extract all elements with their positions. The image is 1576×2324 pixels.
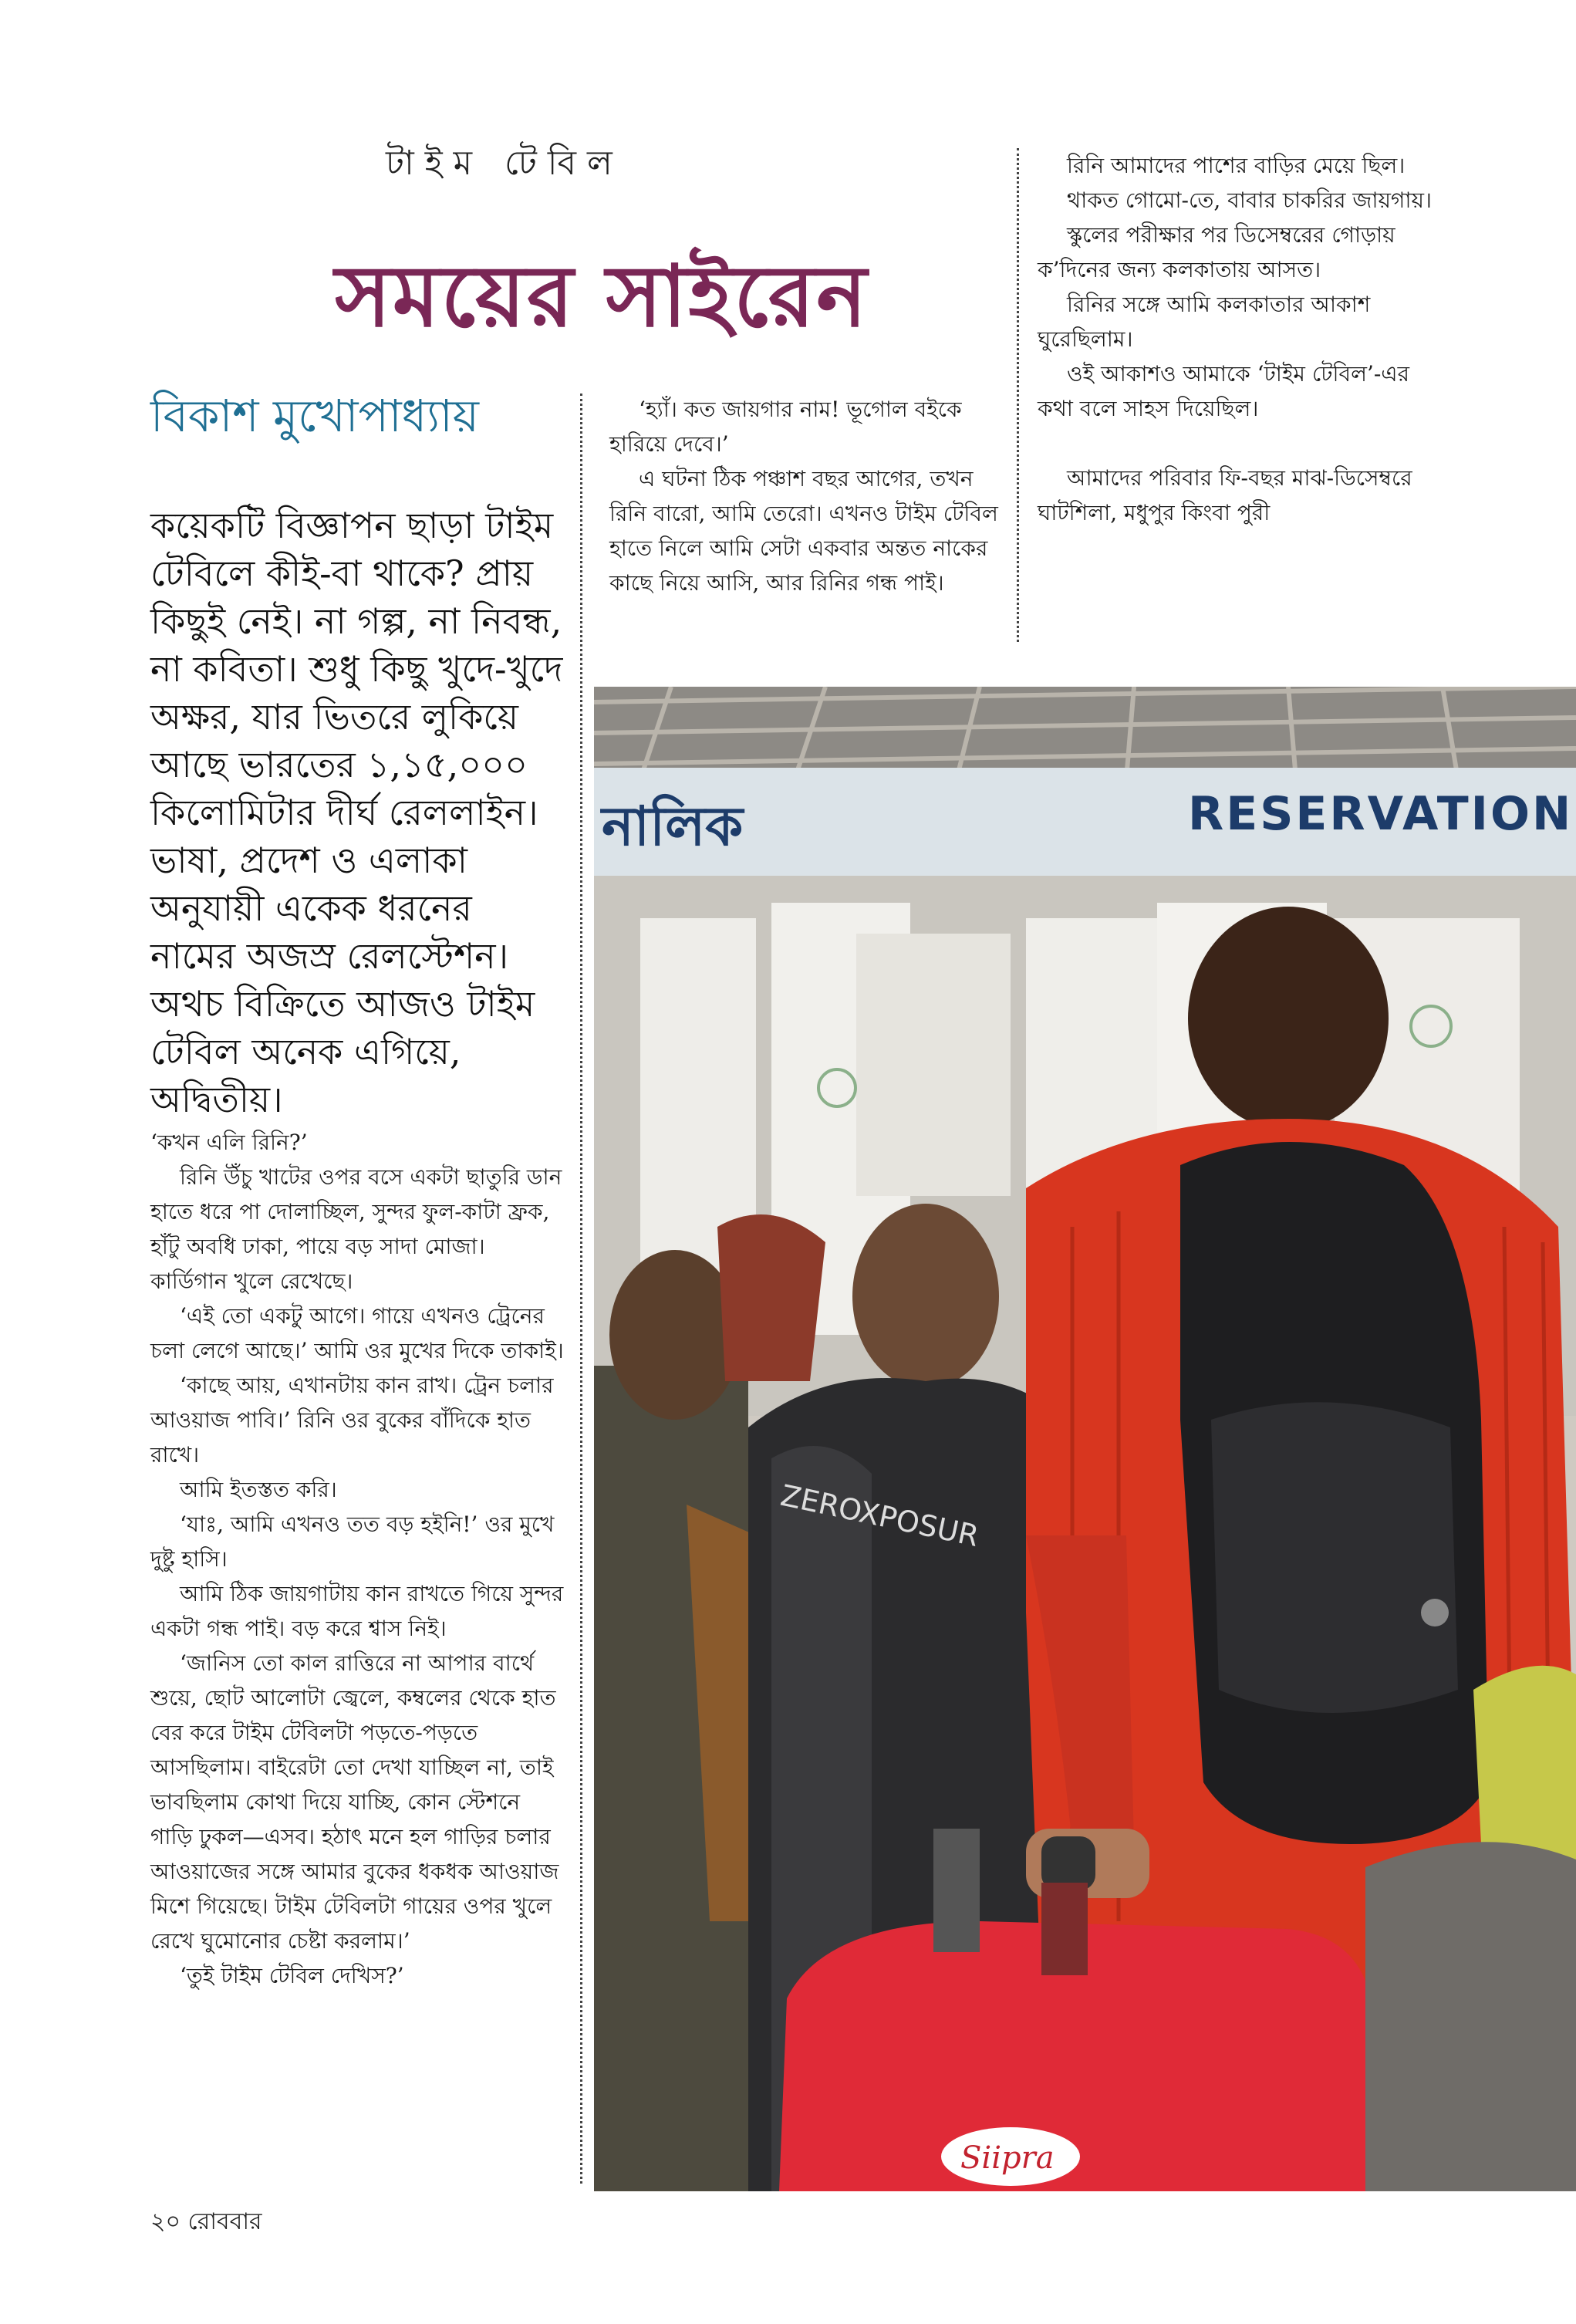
paragraph: থাকত গোমো-তে, বাবার চাকরির জায়গায়। (1067, 187, 1433, 213)
article-column-3 (1038, 148, 1443, 530)
page-footer: ২০ রোববার (150, 2208, 262, 2235)
paragraph: ‘হ্যাঁ। কত জায়গার নাম! ভূগোল বইকে হারিয়ে দেবে।’ (609, 397, 962, 457)
lead-paragraph: কয়েকটি বিজ্ঞাপন ছাড়া টাইম টেবিলে কীই-বা থাকে? প্রায় কিছুই নেই। না গল্প, না নিবন্ধ, না কবিতা। শুধু কিছু খুদে-খুদে অক্ষর, যার ভিতরে লুকিয়ে আছে ভারতের ১,১৫,০০০ কিলোমিটার দীর্ঘ রেললাইন। ভাষা, প্রদেশ ও এলাকা অনুযায়ী একেক ধরনের নামের অজস্র রেলস্টেশন। অথচ বিক্রিতে আজও টাইম টেবিল অনেক এগিয়ে, অদ্বিতীয়। (150, 505, 563, 1120)
station-photo (594, 687, 1576, 2191)
paragraph: রিনি আমাদের পাশের বাড়ির মেয়ে ছিল। (1067, 153, 1406, 178)
paragraph: রিনি উঁচু খাটের ওপর বসে একটা ছাতুরি ডান হাতে ধরে পা দোলাচ্ছিল, সুন্দর ফুল-কাটা ফ্রক, হাঁটু অবধি ঢাকা, পায়ে বড় সাদা মোজা। কার্ডিগান খুলে রেখেছে। (150, 1164, 562, 1294)
paragraph: ‘কখন এলি রিনি?’ (150, 1130, 308, 1155)
paragraph: স্কুলের পরীক্ষার পর ডিসেম্বরের গোড়ায় ক’দিনের জন্য কলকাতায় আসত। (1038, 222, 1395, 282)
paragraph: রিনির সঙ্গে আমি কলকাতার আকাশ ঘুরেছিলাম। (1038, 292, 1371, 352)
sign-reservation-text: RESERVATION (1188, 787, 1574, 841)
bag-brand-text: Siipra (960, 2140, 1055, 2176)
paragraph: আমাদের পরিবার ফি-বছর মাঝ-ডিসেম্বরে ঘাটশিলা, মধুপুর কিংবা পুরী (1038, 465, 1412, 525)
byline: বিকাশ মুখোপাধ্যায় (150, 390, 479, 442)
paragraph: আমি ঠিক জায়গাটায় কান রাখতে গিয়ে সুন্দর একটা গন্ধ পাই। বড় করে শ্বাস নিই। (150, 1581, 564, 1641)
paragraph: এ ঘটনা ঠিক পঞ্চাশ বছর আগের, তখন রিনি বারো, আমি তেরো। এখনও টাইম টেবিল হাতে নিলে আমি সেটা একবার অন্তত নাকের কাছে নিয়ে আসি, আর রিনির গন্ধ পাই। (609, 466, 998, 596)
paragraph: ‘কাছে আয়, এখানটায় কান রাখ। ট্রেন চলার আওয়াজ পাবি।’ রিনি ওর বুকের বাঁদিকে হাত রাখে। (150, 1373, 554, 1468)
sign-partial-text: নালিক (602, 795, 744, 858)
column-divider (1017, 148, 1019, 642)
article-column-2 (609, 392, 1011, 600)
jacket-text: ZEROXPOSUR (778, 1478, 982, 1554)
article-column-1 (150, 1125, 567, 1993)
paragraph: ওই আকাশও আমাকে ‘টাইম টেবিল’-এর কথা বলে সাহস দিয়েছিল। (1038, 361, 1410, 421)
section-label: টাইম টেবিল (386, 144, 623, 183)
paragraph: আমি ইতস্তত করি। (180, 1477, 337, 1502)
paragraph: ‘যাঃ, আমি এখনও তত বড় হইনি!’ ওর মুখে দুষ্টু হাসি। (150, 1512, 555, 1572)
column-divider (580, 394, 582, 2184)
paragraph: ‘তুই টাইম টেবিল দেখিস?’ (180, 1963, 404, 1988)
paragraph: ‘জানিস তো কাল রাত্তিরে না আপার বার্থে শুয়ে, ছোট আলোটা জ্বেলে, কম্বলের থেকে হাত বের করে টাইম টেবিলটা পড়তে-পড়তে আসছিলাম। বাইরেটা তো দেখা যাচ্ছিল না, তাই ভাবছিলাম কোথা দিয়ে যাচ্ছি, কোন স্টেশনে গাড়ি ঢুকল—এসব। হঠাৎ মনে হল গাড়ির চলার আওয়াজের সঙ্গে আমার বুকের ধকধক আওয়াজ মিশে গিয়েছে। টাইম টেবিলটা গায়ের ওপর খুলে রেখে ঘুমোনোর চেষ্টা করলাম।’ (150, 1650, 559, 1954)
paragraph: ‘এই তো একটু আগে। গায়ে এখনও ট্রেনের চলা লেগে আছে।’ আমি ওর মুখের দিকে তাকাই। (150, 1303, 564, 1363)
headline: সময়ের সাইরেন (335, 246, 869, 346)
